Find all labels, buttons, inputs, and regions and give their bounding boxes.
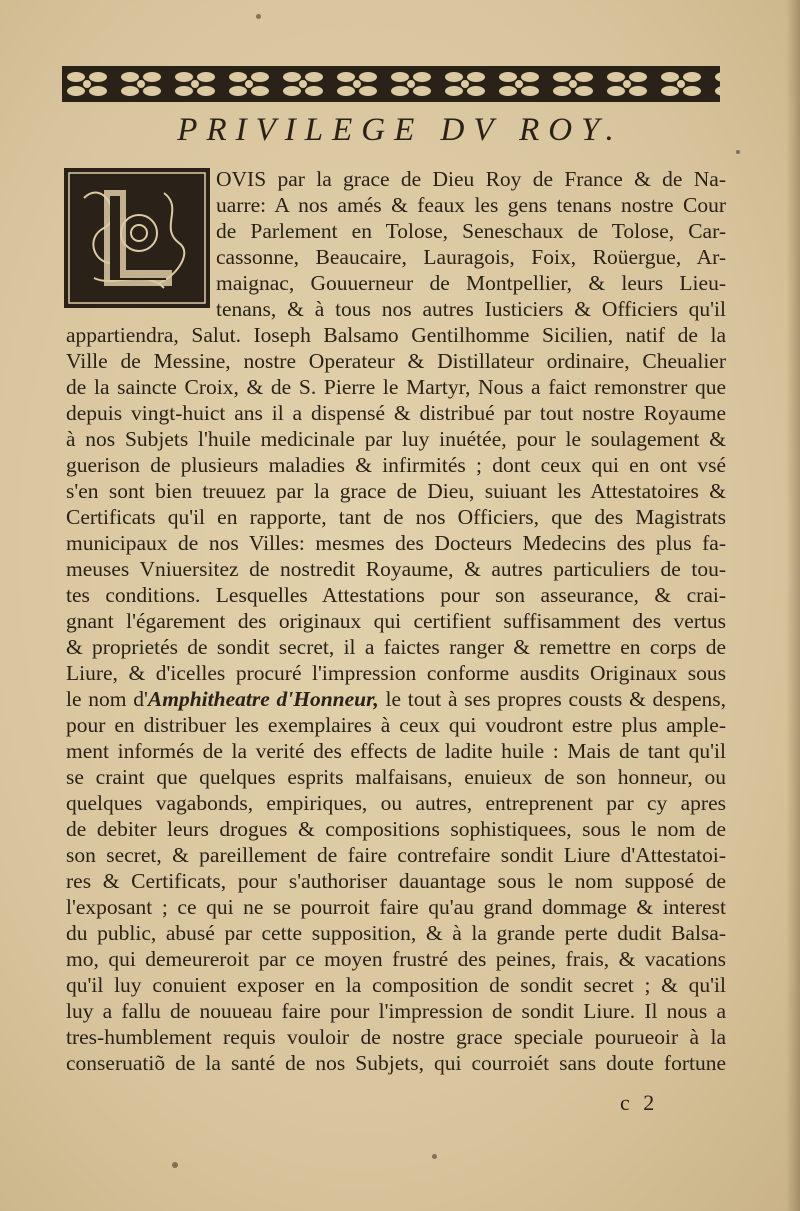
text-line-14: Certificats qu'il en rapporte, tant de nos Officiers, que des Magistrats — [66, 505, 726, 529]
ink-spot — [172, 1162, 178, 1168]
privilege-text — [66, 166, 726, 1076]
ink-spot — [432, 1154, 437, 1159]
text-line-22: pour en distribuer les exemplaires à ceux qui voudront estre plus ample- — [66, 713, 726, 737]
text-prefix: le nom d' — [66, 687, 148, 711]
text-line-20: Liure, & d'icelles procuré l'impression conforme ausdits Originaux sous — [66, 661, 726, 685]
book-title-amphitheatre: Amphitheatre d'Honneur, — [147, 687, 379, 711]
ink-spot — [256, 14, 261, 19]
text-line-4: cassonne, Beaucaire, Lauragois, Foix, Roüergue, Ar- — [216, 245, 726, 269]
text-line-26: de debiter leurs drogues & compositions sophistiquees, sous le nom de — [66, 817, 726, 841]
text-line-23: ment informés de la verité des effects de ladite huile : Mais de tant qu'il — [66, 739, 726, 763]
text-line-16: meuses Vniuersitez de nostredit Royaume, & autres particuliers de tou- — [66, 557, 726, 581]
text-line-21 — [66, 686, 726, 712]
text-line-13: s'en sont bien treuuez par la grace de Dieu, suiuant les Attestatoires & — [66, 479, 726, 503]
text-line-25: quelques vagabonds, empiriques, ou autres, entreprenent par cy apres — [66, 791, 726, 815]
text-line-31: mo, qui demeureroit par ce moyen frustré des peines, frais, & vacations — [66, 947, 726, 971]
text-line-3: de Parlement en Tolose, Seneschaux de Tolose, Car- — [216, 219, 726, 243]
text-line-29: l'exposant ; ce qui ne se pourroit faire qu'au grand dommage & interest — [66, 895, 726, 919]
text-line-24: se craint que quelques esprits malfaisans, enuieux de son honneur, ou — [66, 765, 726, 789]
text-line-15: municipaux de nos Villes: mesmes des Docteurs Medecins des plus fa- — [66, 531, 726, 555]
text-line-35: conseruatiõ de la santé de nos Subjets, qui courroiét sans doute fortune — [66, 1051, 726, 1075]
text-line-7: appartiendra, Salut. Ioseph Balsamo Gentilhomme Sicilien, natif de la — [66, 323, 726, 347]
text-line-1: OVIS par la grace de Dieu Roy de France & de Na- — [216, 167, 726, 191]
text-line-10: depuis vingt-huict ans il a dispensé & distribué par tout nostre Royaume — [66, 401, 726, 425]
text-line-11: à nos Subjets l'huile medicinale par luy inuétée, pour le soulagement & — [66, 427, 726, 451]
text-line-6: tenans, & à tous nos autres Iusticiers & Officiers qu'il — [216, 297, 726, 321]
text-line-12: guerison de plusieurs maladies & infirmités ; dont ceux qui en ont vsé — [66, 453, 726, 477]
text-line-30: du public, abusé par cette supposition, & à la grande perte dudit Balsa- — [66, 921, 726, 945]
text-line-27: son secret, & pareillement de faire contrefaire sondit Liure d'Attestatoi- — [66, 843, 726, 867]
text-line-17: tes conditions. Lesquelles Attestations pour son asseurance, & crai- — [66, 583, 726, 607]
text-line-5: maignac, Gouuerneur de Montpellier, & leurs Lieu- — [216, 271, 726, 295]
text-line-28: res & Certificats, pour s'authoriser dauantage sous le nom supposé de — [66, 869, 726, 893]
page-title: PRIVILEGE DV ROY. — [177, 112, 623, 148]
ink-spot — [736, 150, 740, 154]
text-line-32: qu'il luy conuient exposer en la composition de sondit secret ; & qu'il — [66, 973, 726, 997]
text-line-9: de la saincte Croix, & de S. Pierre le Martyr, Nous a faict remonstrer que — [66, 375, 726, 399]
text-line-18: gnant l'égarement des originaux qui certifient suffisamment des vertus — [66, 609, 726, 633]
text-suffix: le tout à ses propres cousts & despens, — [378, 687, 726, 711]
text-line-33: luy a fallu de nouueau faire pour l'impression de sondit Liure. Il nous a — [66, 999, 726, 1023]
text-line-19: & proprietés de sondit secret, il a faictes ranger & remettre en corps de — [66, 635, 726, 659]
text-line-2: uarre: A nos amés & feaux les gens tenans nostre Cour — [216, 193, 726, 217]
ornamental-header-band — [62, 66, 720, 102]
signature-mark: c 2 — [620, 1090, 659, 1115]
text-line-8: Ville de Messine, nostre Operateur & Distillateur ordinaire, Cheualier — [66, 349, 726, 373]
text-line-34: tres-humblement requis vouloir de nostre grace speciale pourueoir à la — [66, 1025, 726, 1049]
